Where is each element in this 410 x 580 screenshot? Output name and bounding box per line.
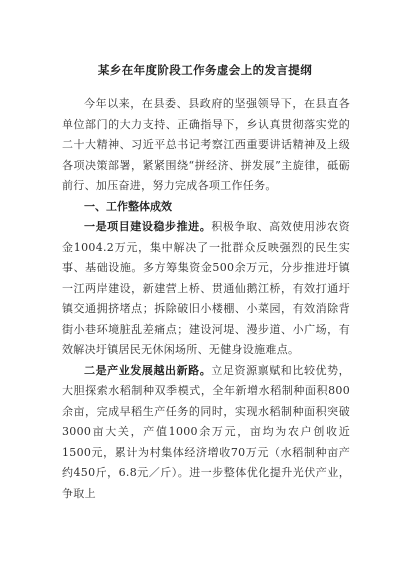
section-heading-work-results: 一、工作整体成效 bbox=[84, 199, 172, 213]
document-body bbox=[62, 94, 350, 504]
point-2-lead: 二是产业发展越出新路。 bbox=[84, 363, 212, 377]
paragraph-industry-development bbox=[62, 361, 350, 505]
intro-paragraph: 今年以来，在县委、县政府的坚强领导下，在县直各单位部门的大力支持、正确指导下，乡认真贯彻落实党的二十大精神、习近平总书记考察江西重要讲话精神及上级各项决策部署，紧紧围绕“拼经济、拼发展”主旋律，砥砺前行、加压奋进，努力完成各项工作任务。 bbox=[62, 97, 350, 192]
paragraph-project-construction bbox=[62, 217, 350, 361]
document-title: 某乡在年度阶段工作务虚会上的发言提纲 bbox=[97, 63, 313, 77]
point-1-lead: 一是项目建设稳步推进。 bbox=[84, 220, 212, 233]
point-1-body: 积极争取、高效使用涉农资金1004.2万元，集中解决了一批群众反映强烈的民生实事、基础设施。多方筹集资金500余万元，分步推进圩镇一江两岸建设，新建营上桥、贯通仙鹅江桥，有效打通圩镇交通拥挤堵点；拆除破旧小楼棚、小菜园，有效消除背街小巷环境脏乱差痛点；建设河堤、漫步道、小广场，有效解决圩镇居民无休闲场所、无健身设施难点。 bbox=[62, 220, 350, 356]
point-2-body: 立足资源禀赋和比较优势，大胆探索水稻制种双季模式，全年新增水稻制种面积800余亩，完成早稻生产任务的同时，实现水稻制种面积突破3000亩大关，产值1000余万元，亩均为农户创收近1500元，累计为村集体经济增收70万元（水稻制种亩产约450斤，6.8元／斤）。进一步整体优化提升光伏产业，争取上 bbox=[62, 363, 350, 500]
